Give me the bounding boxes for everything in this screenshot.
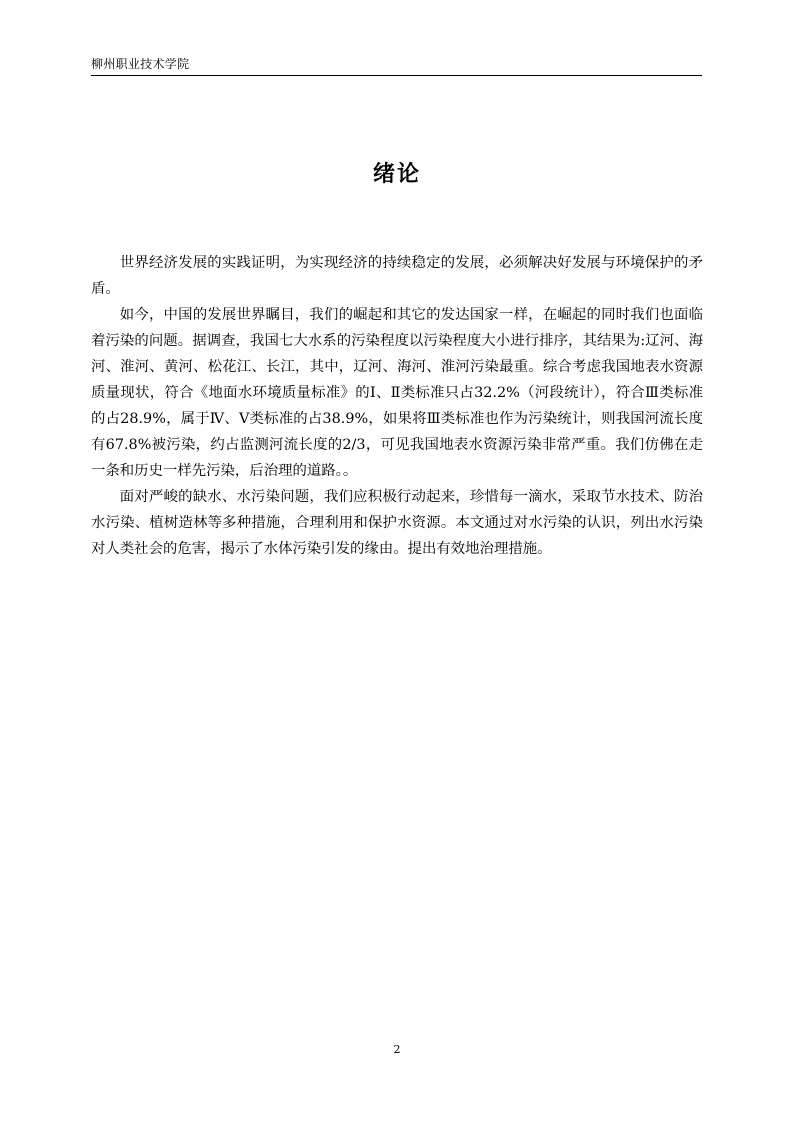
paragraph-measures: 面对严峻的缺水、水污染问题，我们应积极行动起来，珍惜每一滴水，采取节水技术、防治水污染、植树造林等多种措施，合理利用和保护水资源。本文通过对水污染的认识，列出水污染对人类社会的危害，揭示了水体污染引发的缘由。提出有效地治理措施。 <box>91 489 703 557</box>
paragraph-pollution-status: 如今，中国的发展世界瞩目，我们的崛起和其它的发达国家一样，在崛起的同时我们也面临着污染的问题。据调查，我国七大水系的污染程度以污染程度大小进行排序，其结果为:辽河、海河、淮河、黄河、松花江、长江，其中，辽河、海河、淮河污染最重。综合考虑我国地表水资源质量现状，符合《地面水环境质量标准》的Ⅰ、Ⅱ类标准只占32.2%（河段统计），符合Ⅲ类标准的占28.9%，属于Ⅳ、Ⅴ类标准的占38.9%，如果将Ⅲ类标准也作为污染统计，则我国河流长度有67.8%被污染，约占监测河流长度的2/3，可见我国地表水资源污染非常严重。我们仿佛在走一条和历史一样先污染，后治理的道路。。 <box>91 307 703 479</box>
header-institution-name: 柳州职业技术学院 <box>91 57 190 71</box>
chapter-title: 绪论 <box>372 161 421 187</box>
page-number: 2 <box>393 1043 401 1056</box>
paragraph-intro: 世界经济发展的实践证明，为实现经济的持续稳定的发展，必须解决好发展与环境保护的矛盾。 <box>91 255 703 297</box>
body-text <box>91 250 703 562</box>
page-header <box>91 55 702 76</box>
